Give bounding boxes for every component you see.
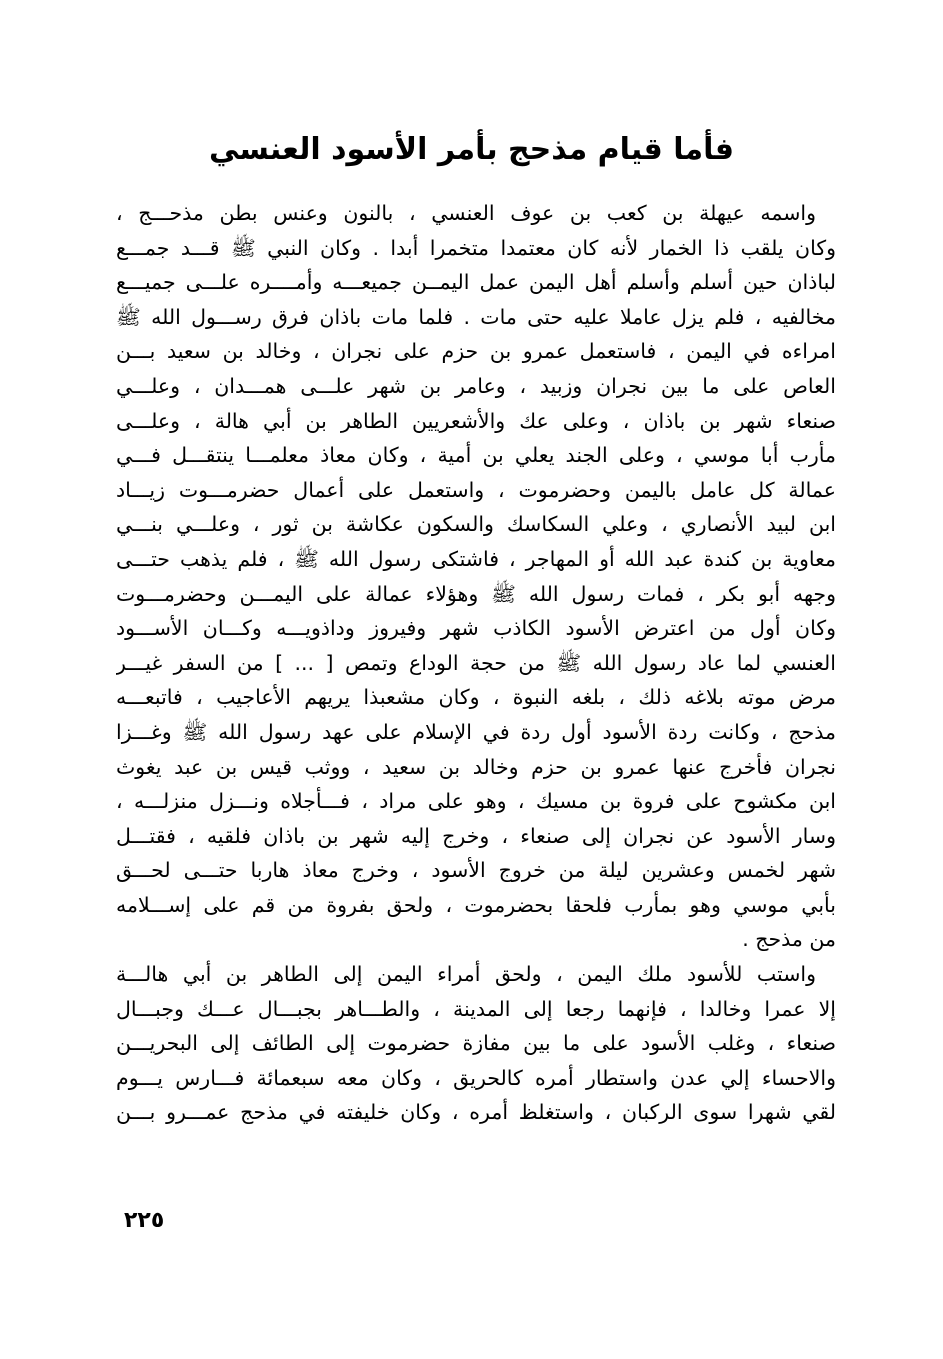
text-line: والاحساء إلي عدن واستطار أمره كالحريق ، وكان معه سبعمائة فـــارس يـــوم xyxy=(116,1065,836,1090)
text-line: امراءه في اليمن ، فاستعمل عمرو بن حزم على نجران ، وخالد بن سعيد بـــن xyxy=(116,339,836,364)
text-line: ابن لبيد الأنصاري ، وعلي السكاسك والسكون عكاشة بن ثور ، وعلـــي بنـــي xyxy=(116,512,836,537)
text-line: صنعاء ، وغلب الأسود على ما بين مفازة حضرموت إلى الطائف إلى البحريـــن xyxy=(116,1031,836,1056)
text-line: مأرب أبا موسي ، وعلى الجند يعلي بن أمية ، وكان معاذ معلمـــا ينتقـــل فـــي xyxy=(116,443,836,468)
text-line: وجهه أبو بكر ، فمات رسول الله ﷺ وهؤلاء عمالة على اليمـــن وحضرمـــوت xyxy=(116,581,836,606)
text-line: مذحج ، وكانت ردة الأسود أول ردة في الإسلام على عهد رسول الله ﷺ وغـــزا xyxy=(116,719,836,744)
text-line: لقي شهرا سوى الركبان ، واستغلظ أمره ، وكان خليفته في مذحج عمـــرو بـــن xyxy=(116,1100,836,1125)
paragraph-2 xyxy=(116,957,836,1130)
text-line: العاص على ما بين نجران وزبيد ، وعامر بن شهر علـــى همـــدان ، وعلـــي xyxy=(116,373,836,398)
text-line: لباذان حين أسلم وأسلم أهل اليمن عمل اليمــن جميعـــه وأمــــره علـــى جميـــع xyxy=(116,270,836,295)
text-line: واسمه عيهلة بن كعب بن عوف العنسي ، بالنون وعنس بطن مذحـــج ، xyxy=(116,201,816,225)
text-line: العنسي لما عاد رسول الله ﷺ من حجة الوداع وتمص [ ... ] من السفر غيـــر xyxy=(116,650,836,675)
text-line: وسار الأسود عن نجران إلى صنعاء ، وخرج إليه شهر بن باذان فلقيه ، فقتـــل xyxy=(116,823,836,848)
section-heading: فأما قيام مذحج بأمر الأسود العنسي xyxy=(209,132,734,167)
body-text xyxy=(116,196,836,1130)
text-line: ابن مكشوح على فروة بن مسيك ، وهو على مراد ، فـــأجلاه ونـــزل منزلـــه ، xyxy=(116,789,836,814)
text-line: مرض موته بلاغه ذلك ، بلغه النبوة ، وكان مشعبذا يريهم الأعاجيب ، فاتبعـــه xyxy=(116,685,836,710)
page-number: ٢٢٥ xyxy=(124,1208,165,1233)
text-line: إلا عمرا وخالدا ، فإنهما رجعا إلى المدينة ، والطـــاهر بجبـــال عـــك وجبـــال xyxy=(116,996,836,1021)
text-line: مخالفيه ، فلم يزل عاملا عليه حتى مات . فلما مات باذان فرق رســـول الله ﷺ xyxy=(116,304,836,329)
text-line: نجران فأخرج عنها عمرو بن حزم وخالد بن سعيد ، ووثب قيس بن عبد يغوث xyxy=(116,754,836,779)
text-line: معاوية بن كندة عبد الله أو المهاجر ، فاشتكى رسول الله ﷺ ، فلم يذهب حتـــى xyxy=(116,546,836,571)
text-line: وكان أول من اعترض الأسود الكاذب شهر وفيروز وداذويـــه وكـــان الأســـود xyxy=(116,616,836,641)
text-line: صنعاء شهر بن باذان ، وعلى عك والأشعريين الطاهر بن أبي هالة ، وعلـــى xyxy=(116,408,836,433)
text-line: بأبي موسي وهو بمأرب فلحقا بحضرموت ، ولحق بفروة من قم على إســـلامه xyxy=(116,892,836,917)
text-line: من مذحج . xyxy=(742,927,836,952)
paragraph-1 xyxy=(116,196,836,957)
text-line: شهر لخمس وعشرين ليلة من خروج الأسود ، وخرج معاذ هاربا حتـــى لحـــق xyxy=(116,858,836,883)
text-line: واستب للأسود ملك اليمن ، ولحق أمراء اليمن إلى الطاهر بن أبي هالـــة xyxy=(116,962,816,987)
text-line: وكان يلقب ذا الخمار لأنه كان معتمدا متخمرا أبدا . وكان النبي ﷺ قـــد جمـــع xyxy=(116,235,836,260)
text-line: عمالة كل عامل باليمن وحضرموت ، واستعمل على أعمال حضرمـــوت زيـــاد xyxy=(116,477,836,502)
